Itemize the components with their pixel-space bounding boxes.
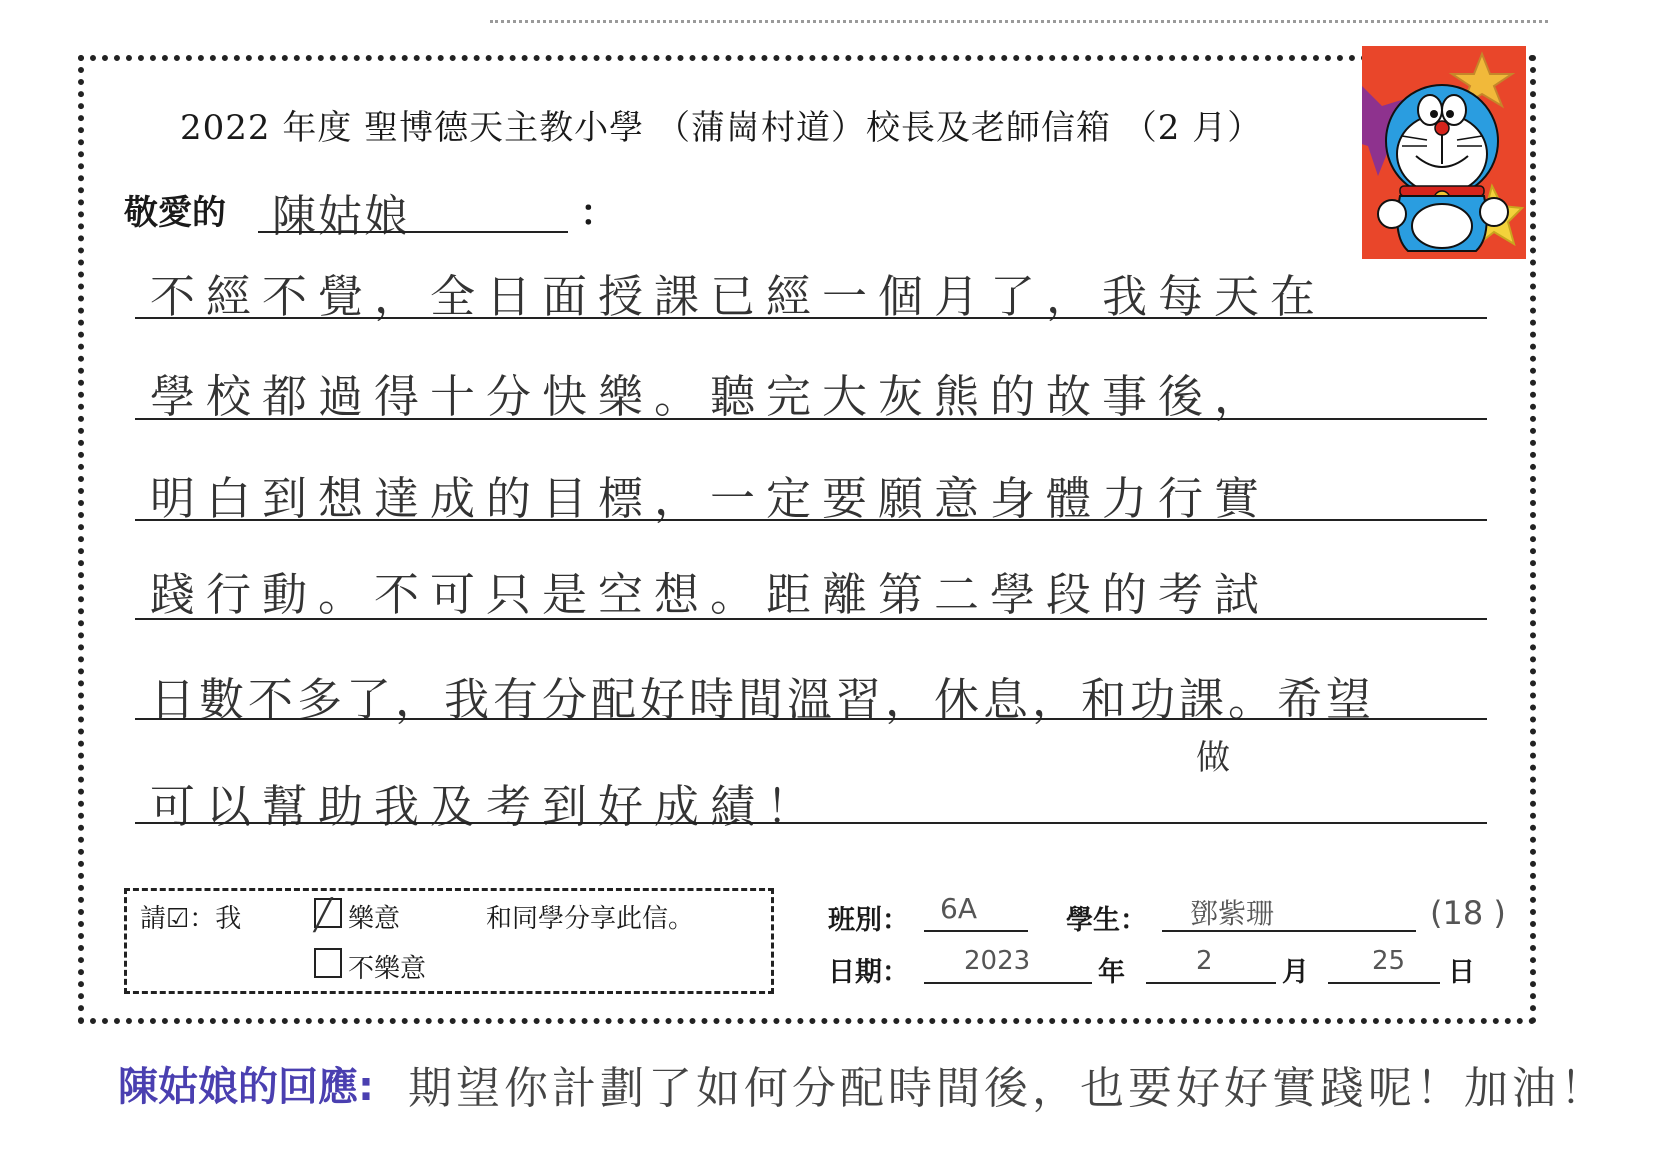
salutation-colon: ：	[580, 192, 617, 234]
letter-line-3: 明白到想達成的目標，一定要願意身體力行實	[150, 472, 1271, 525]
class-label: 班別：	[828, 905, 909, 936]
writing-rule	[135, 519, 1487, 521]
date-label: 日期：	[828, 957, 909, 988]
year-value: 2023	[964, 946, 1031, 976]
letter-line-5: 日數不多了，我有分配好時間溫習，休息，和功課。希望	[150, 673, 1376, 726]
agree-label: 樂意	[348, 904, 401, 934]
class-value: 6A	[940, 892, 977, 925]
month-underline	[1146, 982, 1276, 984]
writing-rule	[135, 718, 1487, 720]
writing-rule	[135, 317, 1487, 319]
year-label: 年	[1098, 957, 1125, 988]
day-value: 25	[1372, 946, 1406, 976]
consent-prefix: 請☑：我	[140, 904, 242, 934]
letter-line-2: 學校都過得十分快樂。聽完大灰熊的故事後，	[150, 370, 1271, 423]
writing-rule	[135, 618, 1487, 620]
month-label: 月	[1282, 957, 1309, 988]
month-value: 2	[1196, 946, 1213, 976]
year-underline	[924, 982, 1092, 984]
agree-checkmark: ╱	[314, 898, 333, 933]
writing-rule	[135, 822, 1487, 824]
student-underline	[1162, 930, 1416, 932]
salutation-prefix: 敬愛的	[124, 193, 226, 233]
teacher-name: 陳姑娘	[272, 191, 410, 242]
writing-rule	[135, 418, 1487, 420]
day-underline	[1328, 982, 1440, 984]
student-label: 學生：	[1066, 905, 1147, 936]
scan-edge-dots	[490, 20, 1548, 23]
response-text: 期望你計劃了如何分配時間後，也要好好實踐呢！加油！	[408, 1063, 1608, 1114]
day-label: 日	[1448, 957, 1475, 988]
disagree-checkbox[interactable]	[314, 948, 342, 978]
disagree-label: 不樂意	[348, 954, 427, 984]
letter-insert: 做	[1196, 738, 1230, 778]
letter-line-6: 可以幫助我及考到好成績！	[150, 780, 823, 833]
response-label: 陳姑娘的回應:	[118, 1064, 374, 1110]
student-name: 鄧紫珊	[1190, 897, 1275, 930]
form-title: 2022 年度 聖博德天主教小學 （蒲崗村道）校長及老師信箱 （2 月）	[180, 108, 1263, 148]
doraemon-sticker	[1362, 46, 1526, 259]
salutation-underline	[258, 231, 568, 233]
letter-line-1: 不經不覺，全日面授課已經一個月了，我每天在	[150, 270, 1327, 323]
consent-suffix: 和同學分享此信。	[486, 904, 695, 934]
letter-line-4: 踐行動。不可只是空想。距離第二學段的考試	[150, 568, 1271, 621]
student-number: (18 )	[1430, 894, 1506, 932]
class-underline	[924, 930, 1028, 932]
